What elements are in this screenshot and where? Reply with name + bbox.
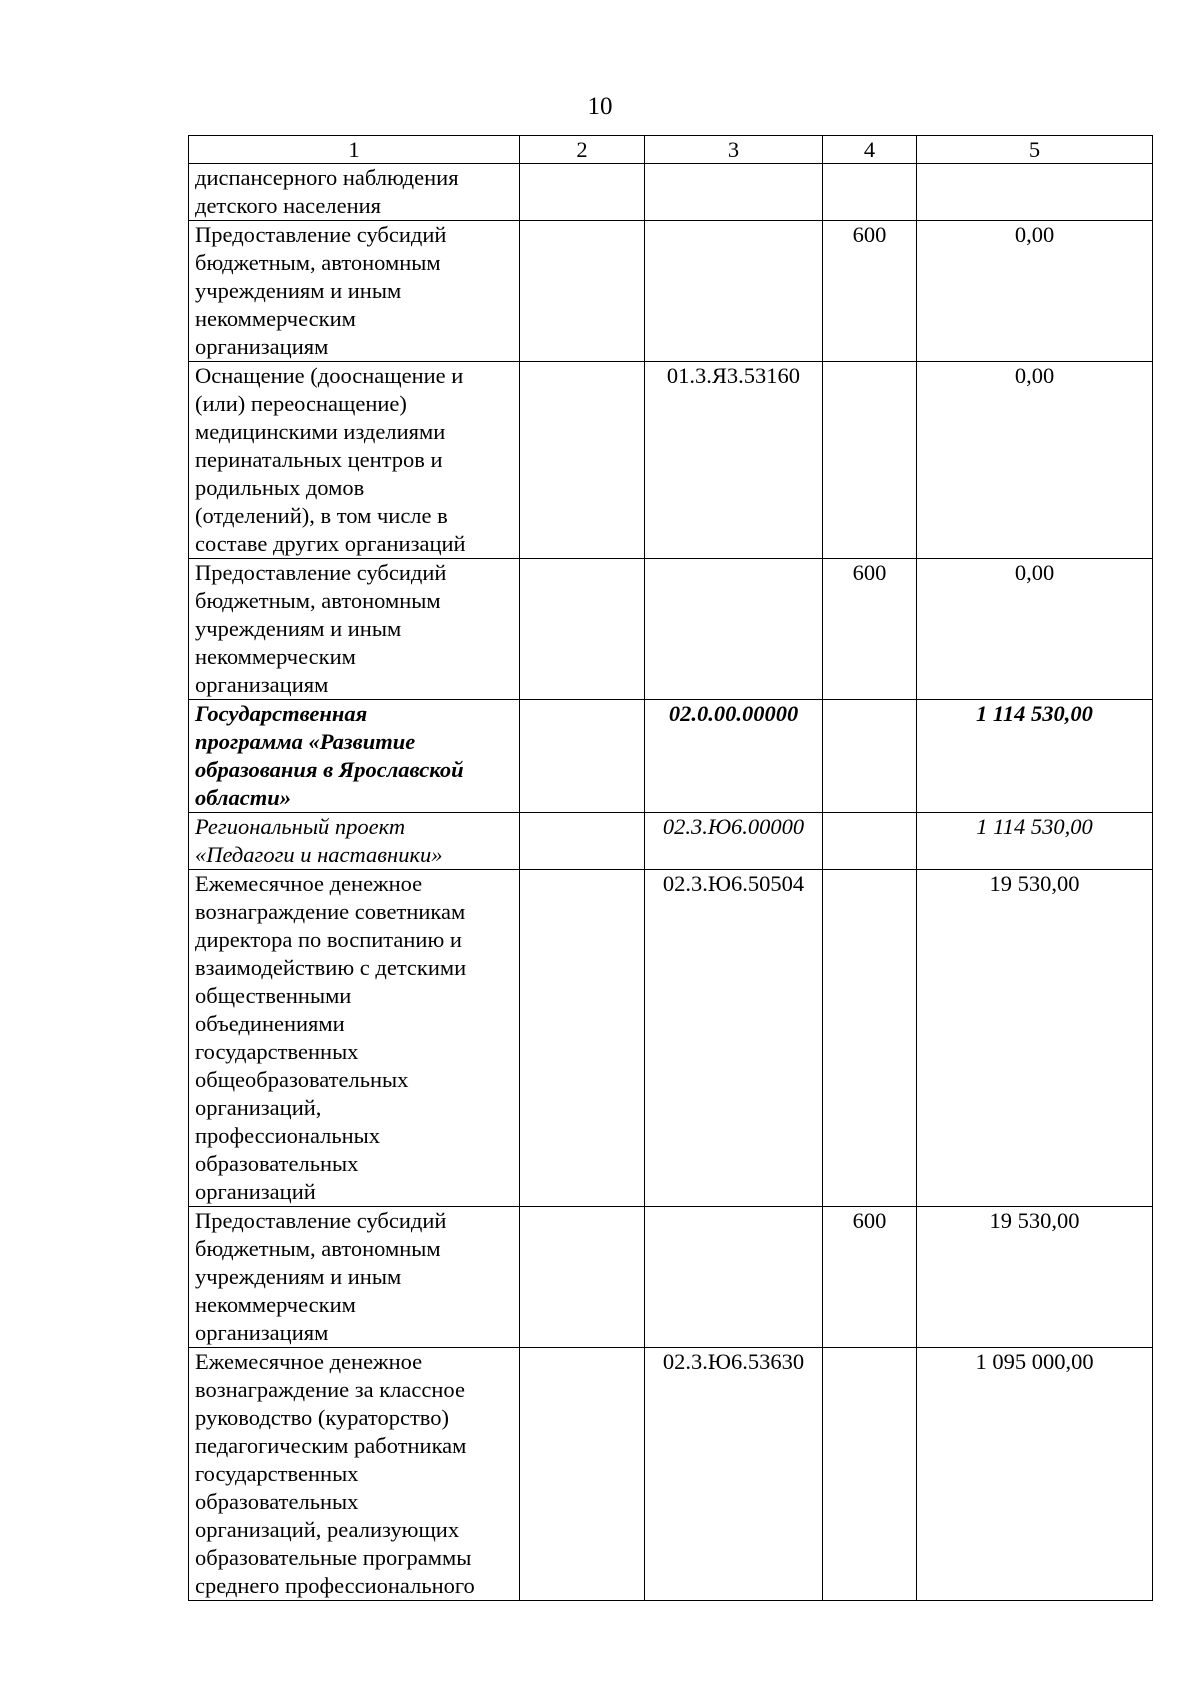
row-amount: 0,00 <box>917 221 1153 362</box>
row-target-code <box>645 559 823 700</box>
row-description: Ежемесячное денежное вознаграждение за классное руководство (кураторство) педагогическим работникам государственных образовательных организаций, реализующих образовательные программы среднего профессионального <box>189 1348 520 1601</box>
row-expense-type <box>823 870 917 1207</box>
table-row <box>189 362 1153 559</box>
table-row <box>189 813 1153 870</box>
row-target-code: 02.3.Ю6.53630 <box>645 1348 823 1601</box>
row-amount: 1 114 530,00 <box>917 700 1153 813</box>
row-col2 <box>520 1207 645 1348</box>
row-expense-type <box>823 164 917 221</box>
row-col2 <box>520 813 645 870</box>
row-col2 <box>520 559 645 700</box>
table-row <box>189 1348 1153 1601</box>
page-number: 10 <box>587 93 613 120</box>
row-expense-type <box>823 1348 917 1601</box>
row-target-code: 02.3.Ю6.00000 <box>645 813 823 870</box>
row-target-code <box>645 221 823 362</box>
column-header: 4 <box>823 136 917 164</box>
row-target-code: 01.3.Я3.53160 <box>645 362 823 559</box>
row-col2 <box>520 221 645 362</box>
row-expense-type: 600 <box>823 1207 917 1348</box>
row-description: Государственная программа «Развитие образования в Ярославской области» <box>189 700 520 813</box>
row-col2 <box>520 700 645 813</box>
row-amount: 0,00 <box>917 362 1153 559</box>
row-amount <box>917 164 1153 221</box>
row-description: Ежемесячное денежное вознаграждение советникам директора по воспитанию и взаимодействию с детскими общественными объединениями государственных общеобразовательных организаций, профессиональных образовательных организаций <box>189 870 520 1207</box>
column-header: 3 <box>645 136 823 164</box>
row-amount: 1 114 530,00 <box>917 813 1153 870</box>
budget-table <box>188 135 1153 1601</box>
row-target-code <box>645 164 823 221</box>
row-amount: 19 530,00 <box>917 1207 1153 1348</box>
row-amount: 19 530,00 <box>917 870 1153 1207</box>
table-row <box>189 1207 1153 1348</box>
row-expense-type <box>823 362 917 559</box>
column-header: 1 <box>189 136 520 164</box>
row-expense-type: 600 <box>823 559 917 700</box>
row-expense-type: 600 <box>823 221 917 362</box>
row-amount: 1 095 000,00 <box>917 1348 1153 1601</box>
row-target-code: 02.3.Ю6.50504 <box>645 870 823 1207</box>
row-col2 <box>520 164 645 221</box>
row-col2 <box>520 1348 645 1601</box>
row-description: Предоставление субсидий бюджетным, автономным учреждениям и иным некоммерческим организациям <box>189 221 520 362</box>
row-description: Предоставление субсидий бюджетным, автономным учреждениям и иным некоммерческим организациям <box>189 559 520 700</box>
row-col2 <box>520 870 645 1207</box>
table-row <box>189 559 1153 700</box>
table-row <box>189 700 1153 813</box>
table-row <box>189 164 1153 221</box>
table-row <box>189 221 1153 362</box>
column-header: 2 <box>520 136 645 164</box>
table-header-row <box>189 136 1153 164</box>
row-description: Региональный проект «Педагоги и наставники» <box>189 813 520 870</box>
column-header: 5 <box>917 136 1153 164</box>
row-col2 <box>520 362 645 559</box>
row-amount: 0,00 <box>917 559 1153 700</box>
row-description: диспансерного наблюдения детского населения <box>189 164 520 221</box>
table-row <box>189 870 1153 1207</box>
row-description: Оснащение (дооснащение и (или) переоснащение) медицинскими изделиями перинатальных центров и родильных домов (отделений), в том числе в составе других организаций <box>189 362 520 559</box>
row-target-code: 02.0.00.00000 <box>645 700 823 813</box>
row-expense-type <box>823 700 917 813</box>
row-target-code <box>645 1207 823 1348</box>
row-description: Предоставление субсидий бюджетным, автономным учреждениям и иным некоммерческим организациям <box>189 1207 520 1348</box>
row-expense-type <box>823 813 917 870</box>
